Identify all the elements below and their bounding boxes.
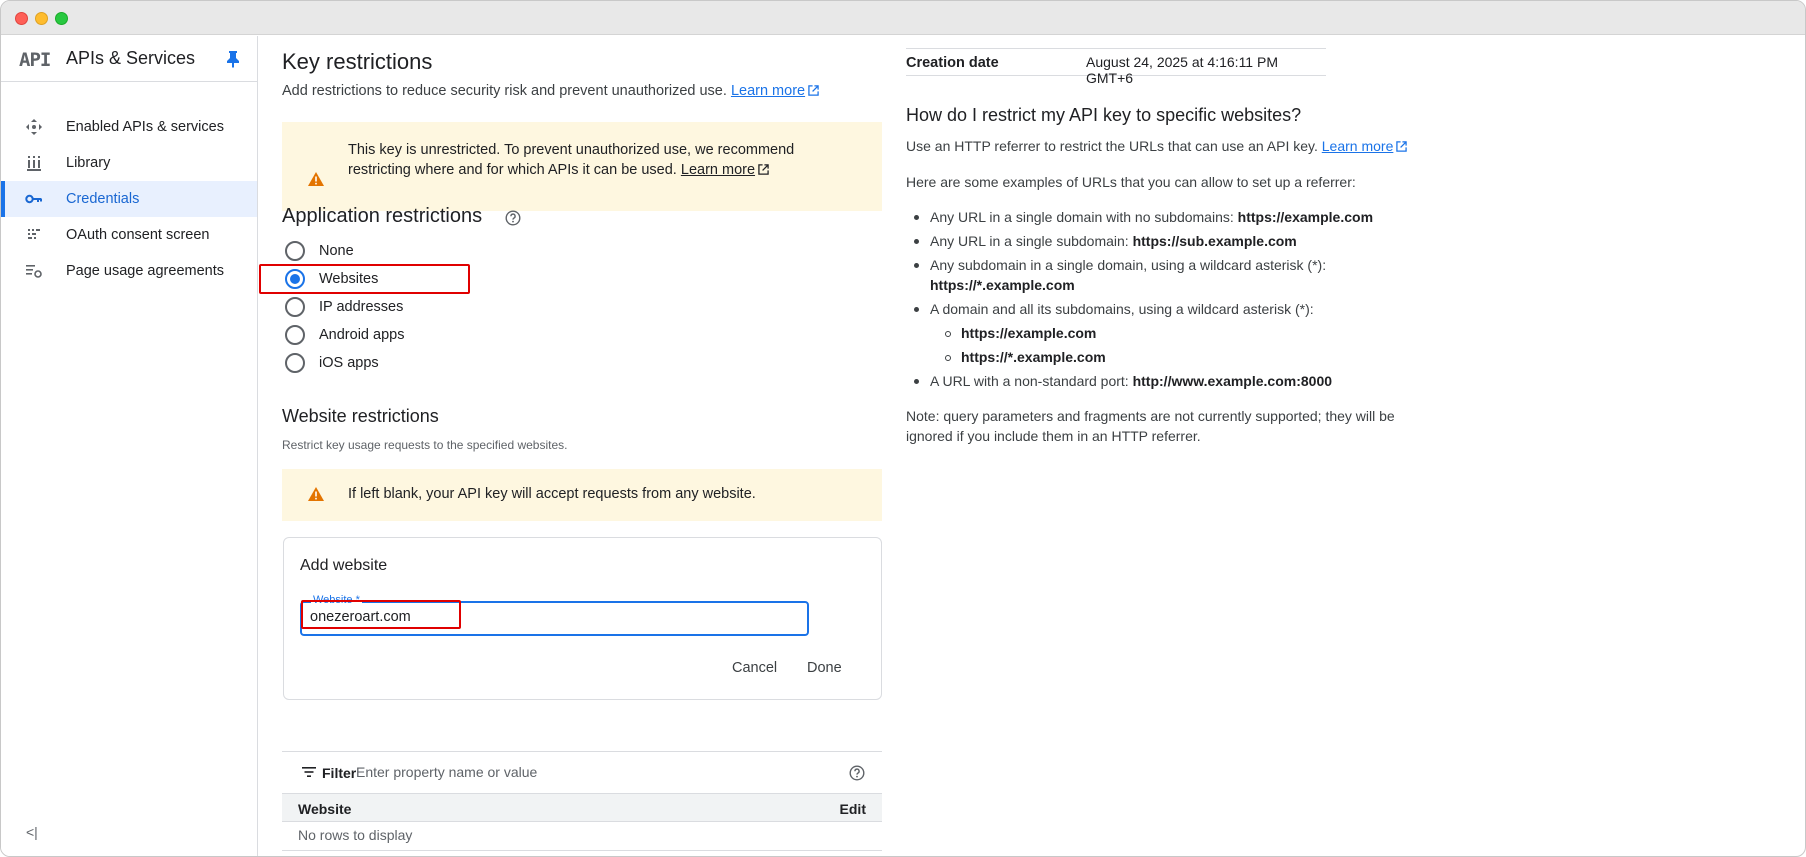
collapse-sidebar-icon[interactable]: <|	[26, 824, 38, 840]
note-text: Note: query parameters and fragments are not currently supported; they will be ignored if you include them in an HTTP referrer.	[906, 408, 1395, 444]
radio-ip-addresses[interactable]: IP addresses	[285, 296, 403, 318]
empty-table-message: No rows to display	[298, 827, 413, 843]
external-link-icon	[758, 164, 769, 175]
radio-none[interactable]: None	[285, 240, 354, 262]
sub-bullet	[945, 331, 951, 337]
sidebar-item-library[interactable]	[1, 145, 257, 181]
example-item: A domain and all its subdomains, using a wildcard asterisk (*):	[930, 301, 1314, 317]
main-content	[259, 36, 1806, 857]
bullet	[914, 379, 919, 384]
bullet	[914, 307, 919, 312]
add-website-title: Add website	[300, 557, 388, 574]
creation-date-label: Creation date	[906, 55, 999, 71]
bullet	[914, 263, 919, 268]
radio-button[interactable]	[285, 353, 305, 373]
sidebar-item-label: OAuth consent screen	[66, 227, 210, 243]
example-item: A URL with a non-standard port: http://www.example.com:8000	[930, 373, 1333, 389]
example-sub-item: https://example.com	[961, 325, 1097, 341]
library-icon	[25, 154, 43, 172]
radio-button[interactable]	[285, 241, 305, 261]
radio-button[interactable]	[285, 325, 305, 345]
external-link-icon	[808, 85, 819, 96]
sidebar-item-label: Library	[66, 155, 111, 171]
key-icon	[25, 190, 43, 208]
minimize-window-button[interactable]	[35, 12, 48, 25]
examples-intro: Here are some examples of URLs that you can allow to set up a referrer:	[906, 174, 1356, 190]
filter-bar[interactable]	[282, 751, 882, 793]
alert-message: If left blank, your API key will accept requests from any website.	[348, 486, 756, 502]
sidebar-title: APIs & Services	[66, 48, 196, 68]
add-website-card	[283, 537, 882, 700]
highlight-box	[301, 600, 461, 629]
sidebar-item-oauth-consent[interactable]	[1, 217, 257, 253]
help-icon[interactable]	[849, 765, 865, 781]
creation-date-row	[906, 48, 1326, 86]
example-sub-item: https://*.example.com	[961, 349, 1106, 365]
highlight-box	[259, 264, 470, 294]
table-header	[282, 793, 882, 822]
cancel-button[interactable]: Cancel	[732, 660, 778, 676]
application-restrictions-title: Application restrictions	[282, 205, 483, 227]
sidebar-item-page-usage[interactable]	[1, 253, 257, 289]
sub-bullet	[945, 355, 951, 361]
column-header-website[interactable]: Website	[298, 801, 352, 817]
window-titlebar	[1, 1, 1805, 35]
maximize-window-button[interactable]	[55, 12, 68, 25]
radio-button[interactable]	[285, 297, 305, 317]
sidebar-item-label: Page usage agreements	[66, 263, 224, 279]
sidebar-item-label: Enabled APIs & services	[66, 119, 224, 135]
consent-icon	[25, 226, 43, 244]
filter-icon	[302, 766, 316, 778]
how-to-title: How do I restrict my API key to specific websites?	[906, 105, 1302, 125]
website-restrictions-title: Website restrictions	[282, 406, 439, 426]
alert-learn-more-link[interactable]: Learn more	[681, 162, 769, 178]
radio-websites[interactable]: Websites	[285, 268, 378, 290]
learn-more-link[interactable]: Learn more	[731, 83, 819, 99]
pin-icon[interactable]	[225, 50, 241, 68]
done-button[interactable]: Done	[807, 660, 842, 676]
bullet	[914, 239, 919, 244]
table-divider	[282, 850, 882, 851]
website-restrictions-description: Restrict key usage requests to the specified websites.	[282, 438, 568, 452]
unrestricted-key-alert	[282, 122, 882, 211]
example-item: Any URL in a single domain with no subdomains: https://example.com	[930, 209, 1374, 225]
settings-list-icon	[25, 262, 43, 280]
example-item: Any subdomain in a single domain, using a wildcard asterisk (*): https://*.example.com	[930, 257, 1327, 293]
filter-input[interactable]: Enter property name or value	[356, 764, 538, 780]
close-window-button[interactable]	[15, 12, 28, 25]
sidebar-header	[1, 36, 257, 82]
alert-message: This key is unrestricted. To prevent unauthorized use, we recommend restricting where and for which APIs it can be used.	[348, 142, 795, 178]
key-restrictions-description: Add restrictions to reduce security risk and prevent unauthorized use. Learn more	[282, 83, 819, 99]
radio-android-apps[interactable]: Android apps	[285, 324, 404, 346]
diamond-arrows-icon	[25, 118, 43, 136]
sidebar	[1, 36, 258, 857]
sidebar-item-enabled-apis[interactable]	[1, 109, 257, 145]
filter-label: Filter	[322, 765, 357, 781]
how-to-learn-more-link[interactable]: Learn more	[1322, 138, 1408, 154]
blank-website-alert	[282, 469, 882, 521]
creation-date-value: August 24, 2025 at 4:16:11 PM GMT+6	[1086, 54, 1278, 86]
external-link-icon	[1396, 141, 1407, 152]
help-icon[interactable]	[505, 210, 521, 226]
radio-ios-apps[interactable]: iOS apps	[285, 352, 379, 374]
column-header-edit: Edit	[839, 801, 866, 817]
warning-icon	[308, 487, 324, 501]
bullet	[914, 215, 919, 220]
sidebar-item-credentials[interactable]	[1, 181, 257, 217]
warning-icon	[308, 172, 324, 186]
key-restrictions-title: Key restrictions	[282, 49, 433, 74]
api-logo: API	[19, 49, 51, 71]
sidebar-item-label: Credentials	[66, 191, 140, 207]
website-field-label: Website *	[313, 594, 360, 606]
example-item: Any URL in a single subdomain: https://sub.example.com	[930, 233, 1297, 249]
how-to-intro: Use an HTTP referrer to restrict the URLs that can use an API key. Learn more	[906, 136, 1407, 156]
